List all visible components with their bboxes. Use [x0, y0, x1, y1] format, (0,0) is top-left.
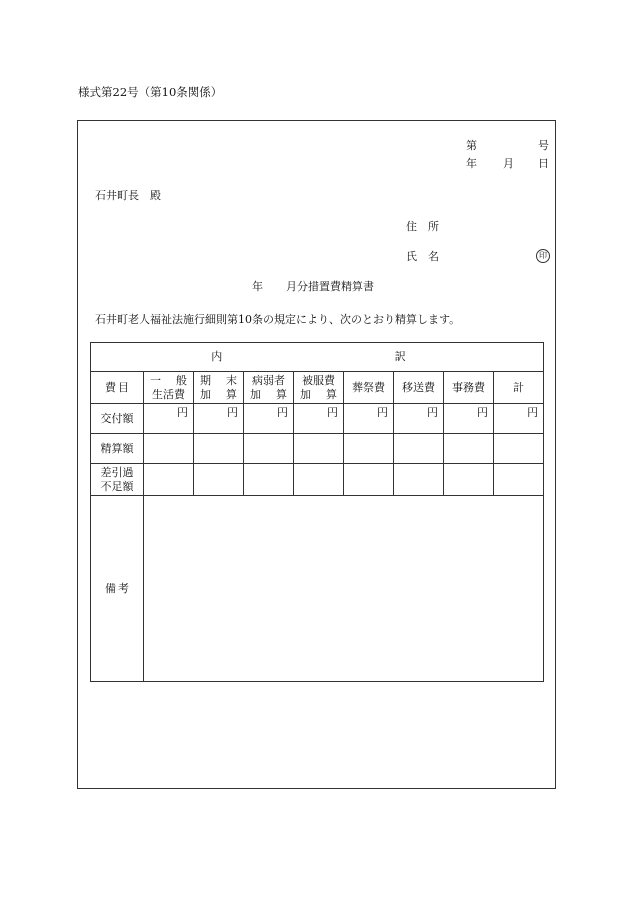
diff-general-cell[interactable]	[144, 464, 194, 496]
diff-year-end-cell[interactable]	[194, 464, 244, 496]
col-funeral: 葬祭費	[344, 372, 394, 404]
title-year: 年	[252, 280, 263, 293]
diff-clothing-cell[interactable]	[294, 464, 344, 496]
form-id: 様式第22号（第10条関係）	[78, 85, 223, 99]
col-clothing-addition: 被服費 加 算	[294, 372, 344, 404]
col-general-living: 一 般 生活費	[144, 372, 194, 404]
settle-general-cell[interactable]	[144, 434, 194, 464]
remarks-area[interactable]	[144, 496, 544, 682]
col-sick-addition: 病弱者 加 算	[244, 372, 294, 404]
settlement-table	[90, 342, 544, 682]
diff-transport-cell[interactable]	[394, 464, 444, 496]
breakdown-right: 訳	[394, 350, 406, 363]
address-label: 住 所	[406, 220, 439, 233]
settle-funeral-cell[interactable]	[344, 434, 394, 464]
name-label: 氏 名	[406, 250, 439, 263]
seal-mark: 印	[536, 249, 550, 263]
row-diff-label: 差引過 不足額	[91, 464, 144, 496]
settle-total-cell[interactable]	[494, 434, 544, 464]
grant-general-cell[interactable]: 円	[144, 404, 194, 434]
col-total: 計	[494, 372, 544, 404]
col-year-end: 期 末 加 算	[194, 372, 244, 404]
addressee: 石井町長 殿	[95, 189, 161, 202]
col-transport: 移送費	[394, 372, 444, 404]
doc-number-prefix: 第	[466, 139, 477, 152]
row-remarks-label: 備 考	[91, 496, 144, 682]
grant-funeral-cell[interactable]: 円	[344, 404, 394, 434]
diff-total-cell[interactable]	[494, 464, 544, 496]
grant-total-cell[interactable]: 円	[494, 404, 544, 434]
settle-sick-cell[interactable]	[244, 434, 294, 464]
settle-year-end-cell[interactable]	[194, 434, 244, 464]
header-cost-item: 費 目	[91, 372, 144, 404]
breakdown-header	[91, 343, 544, 372]
settle-admin-cell[interactable]	[444, 434, 494, 464]
row-grant-label: 交付額	[91, 404, 144, 434]
diff-admin-cell[interactable]	[444, 464, 494, 496]
title-text: 月分措置費精算書	[286, 280, 374, 293]
date-day-label: 日	[538, 157, 549, 170]
date-year-label: 年	[466, 157, 477, 170]
grant-sick-cell[interactable]: 円	[244, 404, 294, 434]
col-admin: 事務費	[444, 372, 494, 404]
date-month-label: 月	[503, 157, 514, 170]
doc-number-suffix: 号	[538, 139, 549, 152]
row-settle-label: 精算額	[91, 434, 144, 464]
settle-clothing-cell[interactable]	[294, 434, 344, 464]
breakdown-left: 内	[211, 350, 223, 363]
grant-transport-cell[interactable]: 円	[394, 404, 444, 434]
settle-transport-cell[interactable]	[394, 434, 444, 464]
diff-funeral-cell[interactable]	[344, 464, 394, 496]
intro-text: 石井町老人福祉法施行細則第10条の規定により、次のとおり精算します。	[95, 313, 461, 326]
diff-sick-cell[interactable]	[244, 464, 294, 496]
grant-admin-cell[interactable]: 円	[444, 404, 494, 434]
grant-clothing-cell[interactable]: 円	[294, 404, 344, 434]
grant-year-end-cell[interactable]: 円	[194, 404, 244, 434]
